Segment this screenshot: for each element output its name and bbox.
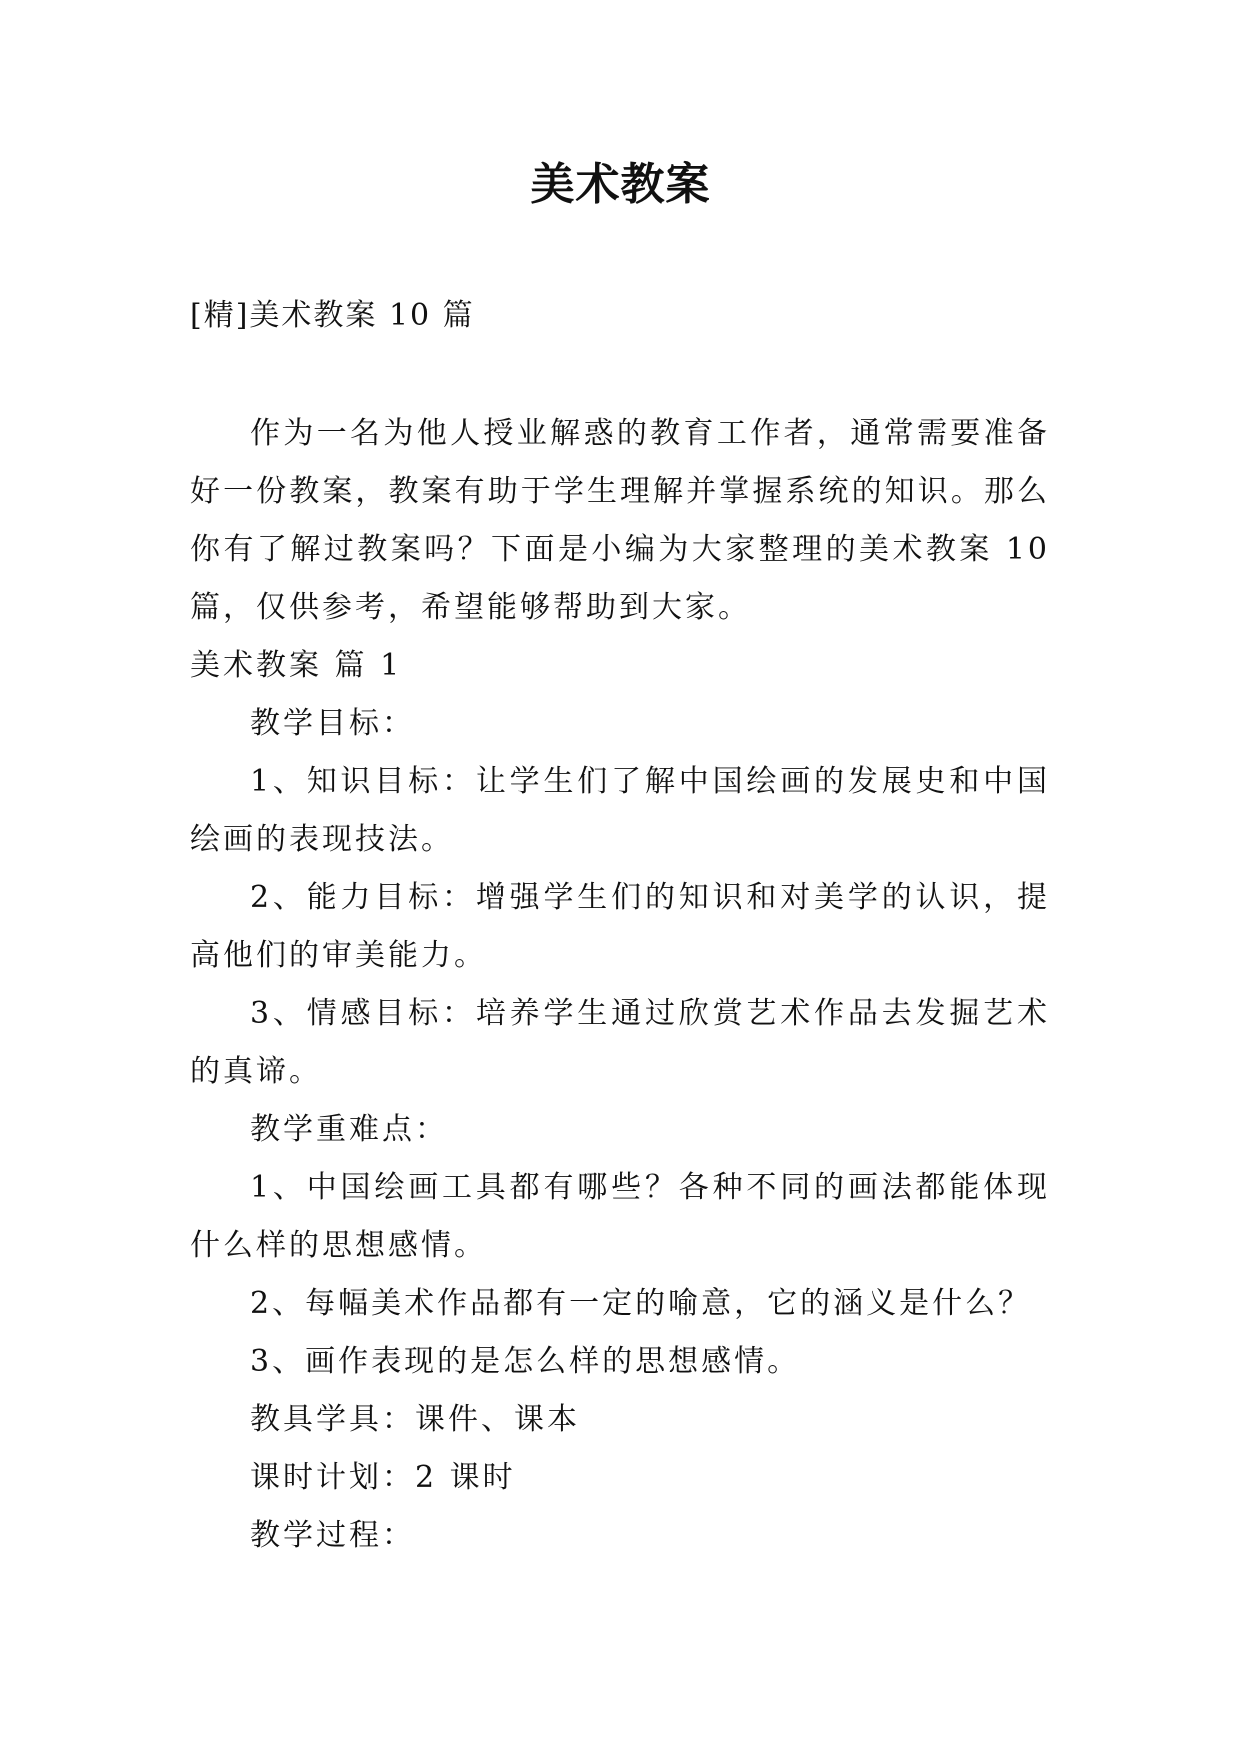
document-subtitle: [精]美术教案 10 篇 xyxy=(190,298,475,333)
intro-paragraph: 作为一名为他人授业解惑的教育工作者，通常需要准备好一份教案，教案有助于学生理解并掌握系统的知识。那么你有了解过教案吗？下面是小编为大家整理的美术教案 10 篇，仅供参考，希望能够帮助到大家。 xyxy=(190,416,1050,625)
document-body xyxy=(190,405,1050,1565)
key-point-item: 3、画作表现的是怎么样的思想感情。 xyxy=(250,1344,801,1379)
key-point-item: 2、每幅美术作品都有一定的喻意，它的涵义是什么？ xyxy=(250,1286,1032,1321)
key-point-item: 1、中国绘画工具都有哪些？各种不同的画法都能体现什么样的思想感情。 xyxy=(190,1170,1050,1263)
goal-item: 3、情感目标：培养学生通过欣赏艺术作品去发掘艺术的真谛。 xyxy=(190,996,1050,1089)
teaching-goals-heading: 教学目标： xyxy=(250,706,415,741)
page-title: 美术教案 xyxy=(530,159,711,210)
section-heading: 美术教案 篇 1 xyxy=(190,648,403,683)
schedule-line: 课时计划：2 课时 xyxy=(250,1460,516,1495)
tools-line: 教具学具：课件、课本 xyxy=(250,1402,580,1437)
goal-item: 2、能力目标：增强学生们的知识和对美学的认识，提高他们的审美能力。 xyxy=(190,880,1050,973)
goal-item: 1、知识目标：让学生们了解中国绘画的发展史和中国绘画的表现技法。 xyxy=(190,764,1050,857)
process-heading: 教学过程： xyxy=(250,1518,415,1553)
key-points-heading: 教学重难点： xyxy=(250,1112,448,1147)
